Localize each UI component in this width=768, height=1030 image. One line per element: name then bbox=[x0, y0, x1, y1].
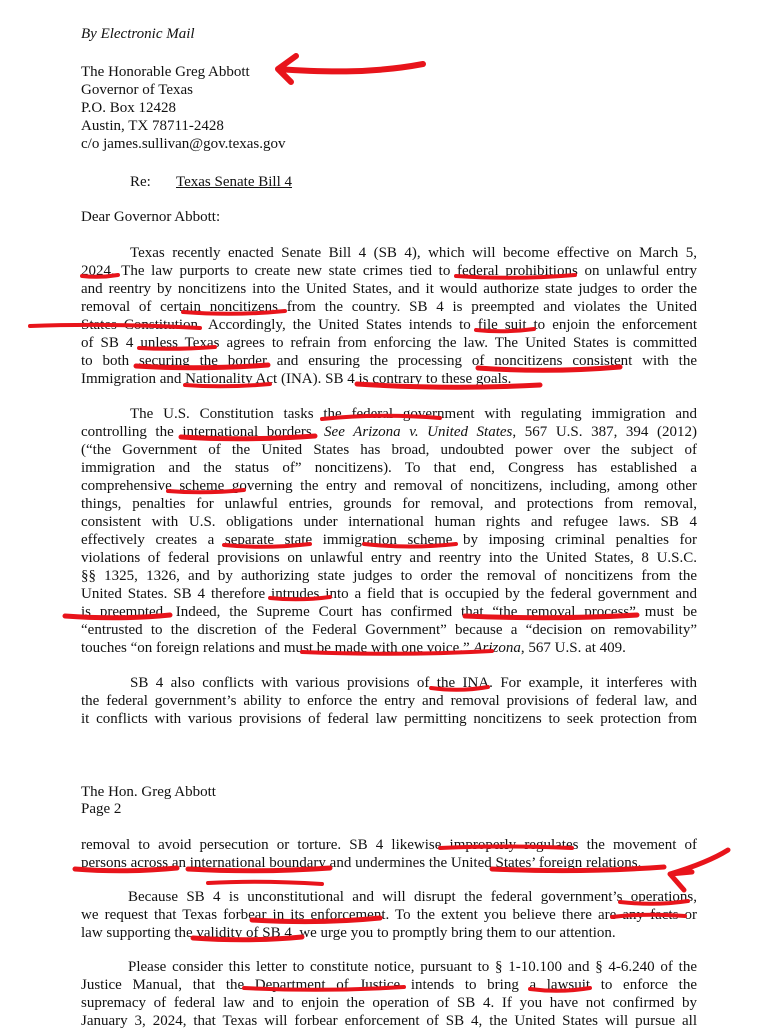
re-label: Re: bbox=[130, 174, 151, 190]
underline-improperly-regulates bbox=[440, 847, 572, 849]
underline-the-removal-process bbox=[465, 615, 637, 618]
p1-line-4: removal of certain noncitizens from the country. SB 4 is preempted and violates the United bbox=[81, 299, 697, 315]
underline-must-be-made bbox=[302, 651, 492, 654]
p2-line-5: comprehensive scheme governing the entry and removal of noncitizens, including, among other bbox=[81, 478, 697, 494]
underline-2024 bbox=[82, 275, 118, 277]
p2-line-3: (“the Government of the United States has broad, undoubted power over the subject of bbox=[81, 442, 697, 458]
underline-separate-state bbox=[224, 544, 310, 547]
page2-p1-line-1: removal to avoid persecution or torture. SB 4 likewise improperly regulates the movement of bbox=[81, 837, 697, 853]
underline-securing-the-border bbox=[136, 365, 268, 368]
underline-sb4-top bbox=[208, 882, 322, 884]
page2-header-addressee: The Hon. Greg Abbott bbox=[81, 784, 216, 800]
p2-line-11: United States. SB 4 therefore intrudes into a field that is occupied by the federal government and bbox=[81, 586, 697, 602]
underline-foreign-relations bbox=[492, 867, 664, 871]
address-line-city: Austin, TX 78711-2428 bbox=[81, 118, 224, 134]
underline-consistent bbox=[478, 367, 620, 370]
p2-line-12: is preempted. Indeed, the Supreme Court has confirmed that “the removal process” must be bbox=[81, 604, 697, 620]
p2-line-14: touches “on foreign relations and must be made with one voice.” Arizona, 567 U.S. at 409. bbox=[81, 640, 626, 656]
delivery-method: By Electronic Mail bbox=[81, 26, 195, 42]
p3-line-2: the federal government’s ability to enforce the entry and removal provisions of federal law, and bbox=[81, 693, 697, 709]
p2-line-6: things, penalties for unlawful entries, grounds for removal, and protections from removal, bbox=[81, 496, 697, 512]
p2-line-8: effectively creates a separate state immigration scheme by imposing criminal penalties for bbox=[81, 532, 697, 548]
p1-line-7: to both securing the border and ensuring the processing of noncitizens consistent with the bbox=[81, 353, 697, 369]
page2-p3-line-3: supremacy of federal law and to enjoin the operation of SB 4. If you have not confirmed by bbox=[81, 995, 697, 1011]
p1-line-2: 2024. The law purports to create new state crimes tied to federal prohibitions on unlawful entry bbox=[81, 263, 697, 279]
page2-p2-line-1: Because SB 4 is unconstitutional and will disrupt the federal government’s operations, bbox=[128, 889, 697, 905]
underline-the-ina bbox=[431, 687, 488, 690]
underline-validity bbox=[193, 937, 302, 940]
underline-constitution-left bbox=[30, 325, 200, 328]
page2-p1-line-2: persons across an international boundary and undermines the United States’ foreign relations. bbox=[81, 855, 642, 871]
underline-intrudes bbox=[270, 597, 330, 599]
p1-line-8: Immigration and Nationality Act (INA). SB 4 is contrary to these goals. bbox=[81, 371, 512, 387]
re-subject: Texas Senate Bill 4 bbox=[176, 174, 293, 190]
underline-is-preempted bbox=[65, 615, 170, 618]
page2-p2-line-2: we request that Texas forbear in its enforcement. To the extent you believe there are any facts or bbox=[81, 907, 697, 923]
p2-line-1: The U.S. Constitution tasks the federal government with regulating immigration and bbox=[130, 406, 697, 422]
underline-file-suit bbox=[476, 329, 534, 331]
page2-p3-line-2: Justice Manual, that the Department of Justice intends to bring a lawsuit to enforce the bbox=[81, 977, 697, 993]
p2-line-2: controlling the international borders. See Arizona v. United States, 567 U.S. 387, 394 (2012) bbox=[81, 424, 698, 440]
underline-international-borders bbox=[181, 436, 315, 439]
underline-lawsuit bbox=[530, 988, 590, 991]
arrow-to-addressee-icon bbox=[278, 56, 423, 82]
underline-scheme bbox=[168, 490, 244, 492]
underline-persons-across bbox=[75, 868, 177, 871]
address-line-email: c/o james.sullivan@gov.texas.gov bbox=[81, 136, 286, 152]
underline-goals bbox=[357, 384, 540, 387]
p2-line-4: immigration and the status of” noncitizens). To that end, Congress has established a bbox=[81, 460, 697, 476]
p1-line-6: of SB 4 unless Texas agrees to refrain from enforcing the law. The United States is committed bbox=[81, 335, 697, 351]
p1-line-3: and reentry by noncitizens into the United States, and it would authorize state judges to order the bbox=[81, 281, 697, 297]
p1-line-1: Texas recently enacted Senate Bill 4 (SB 4), which will become effective on March 5, bbox=[130, 245, 697, 261]
underline-department bbox=[244, 987, 404, 990]
page2-header-page-number: Page 2 bbox=[81, 801, 122, 817]
underline-international-boundary bbox=[188, 868, 330, 871]
p2-line-10: §§ 1325, 1326, and by authorizing state judges to order the removal of noncitizens from the bbox=[81, 568, 697, 584]
p1-line-5: States Constitution. Accordingly, the United States intends to file suit to enjoin the enforcement bbox=[81, 317, 697, 333]
underline-any-facts bbox=[612, 915, 685, 917]
p2-line-7: consistent with U.S. obligations under international human rights and refugee laws. SB 4 bbox=[81, 514, 697, 530]
p2-line-13: “entrusted to the discretion of the Federal Government” because a “decision on removability” bbox=[81, 622, 697, 638]
page2-p2-line-3: law supporting the validity of SB 4, we urge you to promptly bring them to our attention. bbox=[81, 925, 616, 941]
underline-the-federal bbox=[322, 416, 440, 419]
address-line-pobox: P.O. Box 12428 bbox=[81, 100, 177, 116]
p2-line-9: violations of federal provisions on unlawful entry and reentry into the United States, 8 U.S.C. bbox=[81, 550, 697, 566]
p3-line-1: SB 4 also conflicts with various provisions of the INA. For example, it interferes with bbox=[130, 675, 697, 691]
underline-immigration-scheme bbox=[364, 544, 456, 547]
underline-noncitizens bbox=[183, 311, 285, 314]
salutation: Dear Governor Abbott: bbox=[81, 209, 221, 225]
underline-federal-prohibitions bbox=[456, 275, 575, 278]
underline-nationality bbox=[185, 384, 270, 386]
address-line-title: Governor of Texas bbox=[81, 82, 193, 98]
address-line-name: The Honorable Greg Abbott bbox=[81, 64, 250, 80]
underline-unless bbox=[139, 347, 215, 349]
underline-forbear bbox=[252, 918, 380, 922]
page2-p3-line-1: Please consider this letter to constitute notice, pursuant to § 1-10.100 and § 4-6.240 of the bbox=[128, 959, 697, 975]
underline-operations bbox=[620, 901, 688, 904]
p3-line-3: it conflicts with various provisions of federal law permitting noncitizens to seek protection from bbox=[81, 711, 697, 727]
arrow-to-foreign-relations-icon bbox=[670, 850, 728, 890]
page2-p3-line-4: January 3, 2024, that Texas will forbear enforcement of SB 4, the United States will pursue all bbox=[81, 1013, 697, 1029]
